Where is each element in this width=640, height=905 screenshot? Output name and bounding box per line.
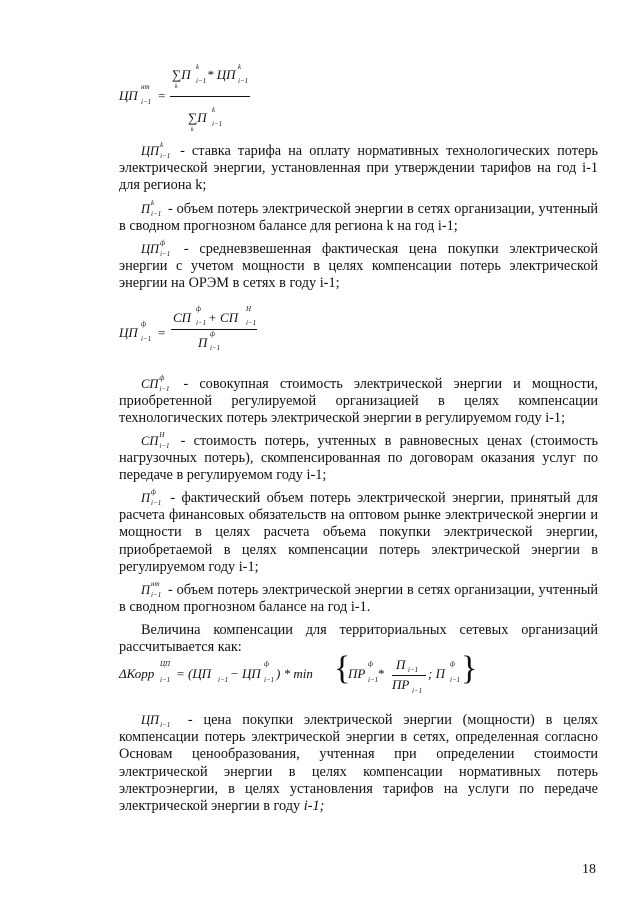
- formula2-lhs-sup: ф: [141, 320, 146, 328]
- formula3-term2-sup: ф: [264, 660, 269, 668]
- formula3-brace-close: }: [461, 650, 478, 687]
- compensation-intro: Величина компенсации для территориальных сетевых организаций рассчитывается как:: [119, 622, 598, 656]
- formula2-den: П: [198, 335, 208, 350]
- formula3-term1: = (ЦП: [176, 666, 212, 681]
- def3-text: - средневзвешенная фактическая цена покупки электрической энергии с учетом мощности в целях компенсации потерь электрической энергии на ОРЭМ в сетях в году i-1;: [119, 241, 598, 292]
- formula1-lhs-sub: i−1: [141, 98, 152, 106]
- formula1-num-sup: k: [196, 63, 200, 71]
- formula2-num2-sup: Н: [246, 305, 252, 313]
- definition-loss-volume-region: [119, 201, 598, 235]
- definition-total-cost: [119, 376, 598, 428]
- formula2-lhs: ЦП: [119, 325, 138, 340]
- def5-symbol: СП Н i−1: [141, 431, 170, 450]
- formula1-num-mid: * ЦП: [207, 67, 236, 82]
- def8-text: - цена покупки электрической энергии (мощности) в целях компенсации потерь электрической энергии в сетях, определенная согласно Основам ценообразования, учтенная при определении стоимости электрической энергии в целях компенсации нормативных потерь электроэнергии, в целях установления тарифов на услуги по передаче электрической энергии в году: [119, 712, 598, 815]
- def5-text: - стоимость потерь, учтенных в равновесных ценах (стоимость нагрузочных потерь), скомпенсированная по договорам оказания услуг по передаче в регулируемом году i-1;: [119, 433, 598, 484]
- formula1-num2-sub: i−1: [238, 77, 249, 85]
- def8-symbol: ЦП i−1: [141, 713, 171, 729]
- definition-actual-loss-volume: [119, 490, 598, 576]
- formula3-lhs-sub: i−1: [160, 676, 171, 684]
- formula3-lhs-sup: ЦП: [160, 660, 171, 668]
- formula3-lhs: ΔКорр: [119, 666, 155, 681]
- definition-tariff-rate: [119, 143, 598, 195]
- formula1-lhs-sup: нт: [141, 83, 150, 91]
- page-number: 18: [582, 862, 596, 877]
- formula3-mul: *: [378, 666, 385, 681]
- def8-tail: i-1;: [303, 798, 325, 815]
- formula3-p-sub: i−1: [450, 676, 461, 684]
- formula3-frac-den: ПР: [392, 677, 410, 692]
- def4-symbol: СП ф i−1: [141, 374, 170, 393]
- def3-symbol: ЦП ф i−1: [141, 239, 171, 258]
- formula3-term2-sub: i−1: [264, 676, 275, 684]
- formula2-den-sup: ф: [210, 330, 215, 338]
- formula3-pr: ПР: [348, 666, 366, 681]
- definition-weighted-price: [119, 241, 598, 293]
- def2-symbol: П k i−1: [141, 199, 162, 218]
- def1-symbol: ЦП k i−1: [141, 141, 171, 160]
- definition-purchase-price: [119, 712, 598, 815]
- formula3-frac-den-sub: i−1: [412, 687, 423, 695]
- formula1-eq: =: [158, 88, 166, 103]
- formula3-term2: − ЦП: [230, 666, 261, 681]
- formula1-num-index: k: [175, 84, 178, 90]
- def6-symbol: П ф i−1: [141, 488, 162, 507]
- formula2-num2-sub: i−1: [246, 319, 257, 327]
- formula1-num2-sup: k: [238, 63, 242, 71]
- formula3-fraction-bar: [392, 675, 426, 676]
- formula1-den-sup: k: [212, 106, 216, 114]
- formula1-den-sub: i−1: [212, 120, 223, 128]
- formula3-frac-num-sub: i−1: [408, 666, 419, 674]
- definition-normative-loss-volume: [119, 582, 598, 616]
- formula1-num-sub: i−1: [196, 77, 207, 85]
- formula1-lhs: ЦП: [119, 88, 138, 103]
- formula3-min: ) * min: [276, 666, 313, 681]
- def2-text: - объем потерь электрической энергии в сетях организации, учтенный в сводном прогнозном балансе для региона k на год i-1;: [119, 201, 598, 235]
- formula1-den: ∑П: [188, 110, 207, 125]
- def7-symbol: П нт i−1: [141, 580, 162, 599]
- formula2-num-sub: i−1: [196, 319, 207, 327]
- formula1-num: ∑П: [172, 67, 191, 82]
- formula3-frac-num: П: [396, 657, 406, 672]
- formula2-eq: =: [158, 325, 166, 340]
- formula3-semi: ; П: [428, 666, 445, 681]
- formula1-den-index: k: [191, 127, 194, 133]
- formula2-lhs-sub: i−1: [141, 335, 152, 343]
- formula3-pr-sup: ф: [368, 660, 373, 668]
- def4-text: - совокупная стоимость электрической энергии и мощности, приобретенной регулируемой организацией в целях компенсации технологических потерь электрической энергии в регулируемом году i-1;: [119, 376, 598, 427]
- def6-text: - фактический объем потерь электрической энергии, принятый для расчета финансовых обязательств на оптовом рынке электрической энергии и мощности в целях расчета объема покупки электрической энергии, приобретаемой в целях компенсации потерь электрической энергии в регулируемом году i-1;: [119, 490, 598, 575]
- formula3-brace-open: {: [334, 650, 351, 687]
- formula3-pr-sub: i−1: [368, 676, 379, 684]
- formula2-num: СП: [173, 310, 192, 325]
- formula3-term1-sub: i−1: [218, 676, 229, 684]
- formula2-plus: + СП: [208, 310, 239, 325]
- def7-text: - объем потерь электрической энергии в сетях организации, учтенный в сводном прогнозном балансе на год i-1.: [119, 582, 598, 616]
- formula2-den-sub: i−1: [210, 344, 221, 352]
- definition-loss-cost: [119, 433, 598, 485]
- formula3-p-sup: ф: [450, 660, 455, 668]
- formula1-fraction-bar: [170, 96, 250, 97]
- formula2-num-sup: ф: [196, 305, 201, 313]
- def1-text: - ставка тарифа на оплату нормативных технологических потерь электрической энергии, установленная при утверждении тарифов на год i-1 для региона k;: [119, 143, 598, 194]
